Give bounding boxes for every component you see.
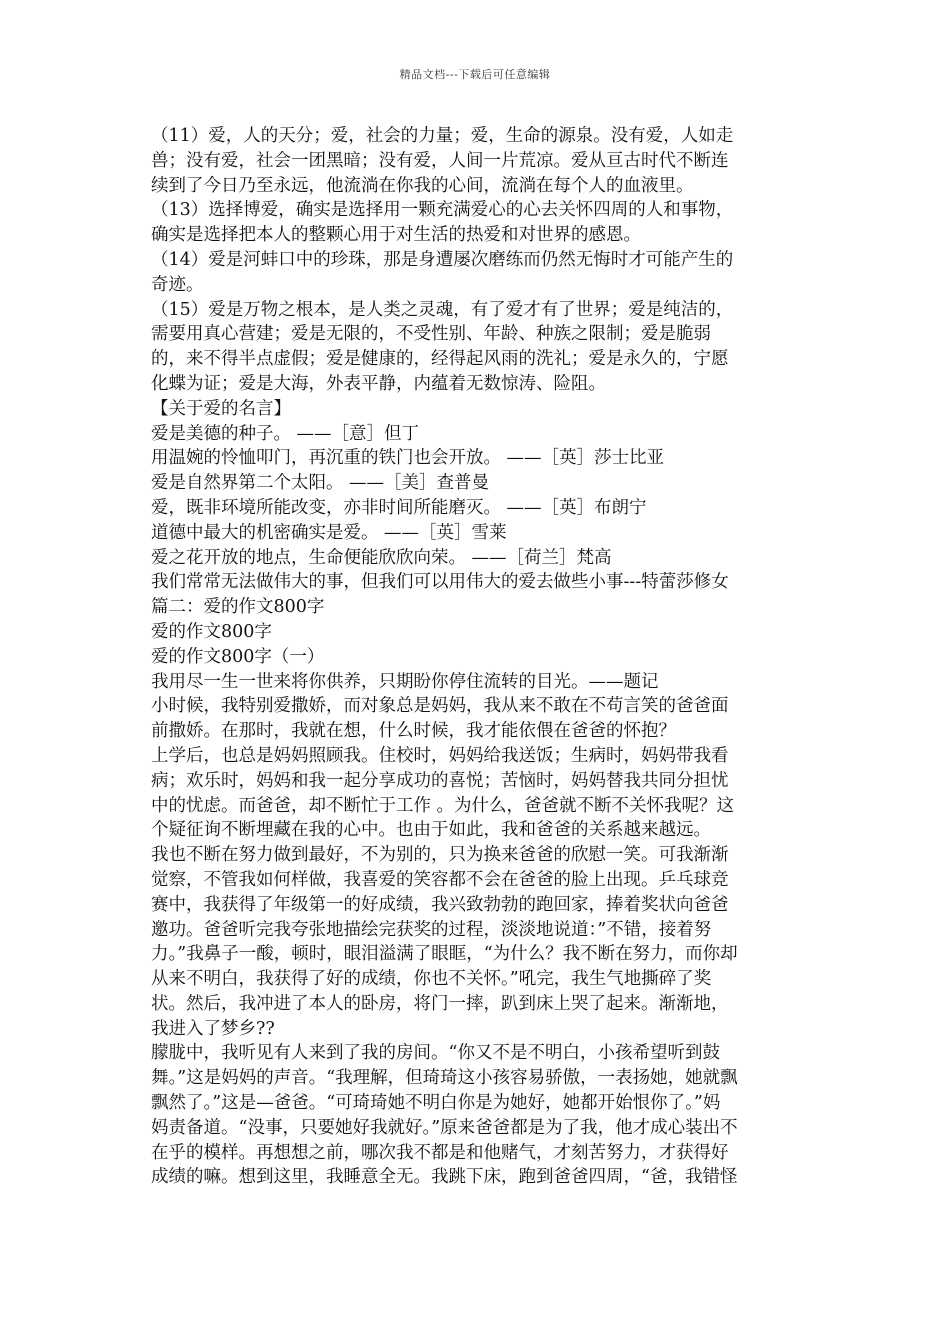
text-line: 邀功。爸爸听完我夸张地描绘完获奖的过程，淡淡地说道：”不错，接着努: [151, 919, 712, 940]
text-line: 确实是选择把本人的整颗心用于对生活的热爱和对世界的感恩。: [151, 225, 641, 246]
text-line: 爱，既非环境所能改变，亦非时间所能磨灭。 ——［英］布朗宁: [151, 497, 647, 518]
text-line: 爱之花开放的地点，生命便能欣欣向荣。 ——［荷兰］梵高: [151, 547, 612, 568]
text-line: 从来不明白，我获得了好的成绩，你也不关怀。”吼完，我生气地撕碎了奖: [151, 969, 712, 990]
text-line: 觉察，不管我如何样做，我喜爱的笑容都不会在爸爸的脸上出现。乒乓球竞: [151, 869, 729, 890]
text-line: 化蝶为证；爱是大海，外表平静，内蕴着无数惊涛、险阻。: [151, 373, 606, 394]
text-line: 前撒娇。在那时，我就在想，什么时候，我才能依偎在爸爸的怀抱？: [151, 721, 676, 742]
text-line: 爱的作文800字（一）: [151, 646, 325, 667]
text-line: 兽；没有爱，社会一团黑暗；没有爱，人间一片荒凉。爱从亘古时代不断连: [151, 150, 729, 171]
text-line: 我用尽一生一世来将你供养，只期盼你停住流转的目光。——题记: [151, 671, 659, 692]
text-line: 力。”我鼻子一酸，顿时，眼泪溢满了眼眶，“为什么？我不断在努力，而你却: [151, 944, 738, 965]
text-line: 舞。”这是妈妈的声音。“我理解，但琦琦这小孩容易骄傲，一表扬她，她就飘: [151, 1068, 738, 1089]
page-header: 精品文档---下载后可任意编辑: [399, 68, 551, 81]
text-line: 的，来不得半点虚假；爱是健康的，经得起风雨的洗礼；爱是永久的，宁愿: [151, 349, 729, 370]
text-line: 我进入了梦乡??: [151, 1018, 275, 1039]
text-line: 状。然后，我冲进了本人的卧房，将门一摔，趴到床上哭了起来。渐渐地，: [151, 993, 729, 1014]
text-line: 【关于爱的名言】: [151, 398, 291, 419]
text-line: （11）爱，人的天分；爱，社会的力量；爱，生命的源泉。没有爱，人如走: [151, 126, 734, 146]
text-line: 奇迹。: [151, 274, 204, 295]
text-line: 中的忧虑。而爸爸，却不断忙于工作 。为什么，爸爸就不断不关怀我呢？这: [151, 795, 735, 816]
text-line: （15）爱是万物之根本，是人类之灵魂，有了爱才有了世界；爱是纯洁的，: [151, 299, 734, 320]
text-line: 个疑征询不断埋藏在我的心中。也由于如此，我和爸爸的关系越来越远。: [151, 820, 711, 841]
text-line: 朦胧中，我听见有人来到了我的房间。“你又不是不明白，小孩希望听到鼓: [151, 1043, 720, 1064]
text-line: 爱是美德的种子。 ——［意］但丁: [151, 423, 420, 444]
text-line: 病；欢乐时，妈妈和我一起分享成功的喜悦；苦恼时，妈妈替我共同分担忧: [151, 770, 729, 791]
text-line: 需要用真心营建；爱是无限的，不受性别、年龄、种族之限制；爱是脆弱: [151, 324, 711, 345]
text-line: （13）选择博爱，确实是选择用一颗充满爱心的心去关怀四周的人和事物，: [151, 200, 734, 221]
text-line: 妈责备道。“没事，只要她好我就好。”原来爸爸都是为了我，他才成心装出不: [151, 1117, 738, 1138]
text-line: 续到了今日乃至永远，他流淌在你我的心间，流淌在每个人的血液里。: [151, 175, 694, 196]
text-line: 飘然了。”这是—爸爸。“可琦琦她不明白你是为她好，她都开始恨你了。”妈: [151, 1093, 721, 1114]
text-line: 爱是自然界第二个太阳。 ——［美］查普曼: [151, 473, 490, 494]
document-body: [151, 124, 801, 1190]
text-line: 赛中，我获得了年级第一的好成绩，我兴致勃勃的跑回家，捧着奖状向爸爸: [151, 894, 729, 915]
text-line: 上学后，也总是妈妈照顾我。住校时，妈妈给我送饭；生病时，妈妈带我看: [151, 745, 729, 766]
text-line: （14）爱是河蚌口中的珍珠，那是身遭屡次磨练而仍然无悔时才可能产生的: [151, 249, 734, 270]
text-line: 成绩的嘛。想到这里，我睡意全无。我跳下床，跑到爸爸四周，“爸，我错怪: [151, 1167, 738, 1188]
text-line: 篇二：爱的作文800字: [151, 597, 325, 618]
text-line: 我也不断在努力做到最好，不为别的，只为换来爸爸的欣慰一笑。可我渐渐: [151, 845, 729, 866]
text-line: 我们常常无法做伟大的事，但我们可以用伟大的爱去做些小事---特蕾莎修女: [151, 572, 729, 593]
text-line: 道德中最大的机密确实是爱。 ——［英］雪莱: [151, 522, 507, 543]
text-line: 小时候，我特别爱撒娇，而对象总是妈妈，我从来不敢在不苟言笑的爸爸面: [151, 696, 729, 717]
text-line: 爱的作文800字: [151, 621, 272, 642]
text-line: 在乎的模样。再想想之前，哪次我不都是和他赌气，才刻苦努力，才获得好: [151, 1142, 729, 1163]
text-line: 用温婉的怜恤叩门，再沉重的铁门也会开放。 ——［英］莎士比亚: [151, 448, 665, 469]
